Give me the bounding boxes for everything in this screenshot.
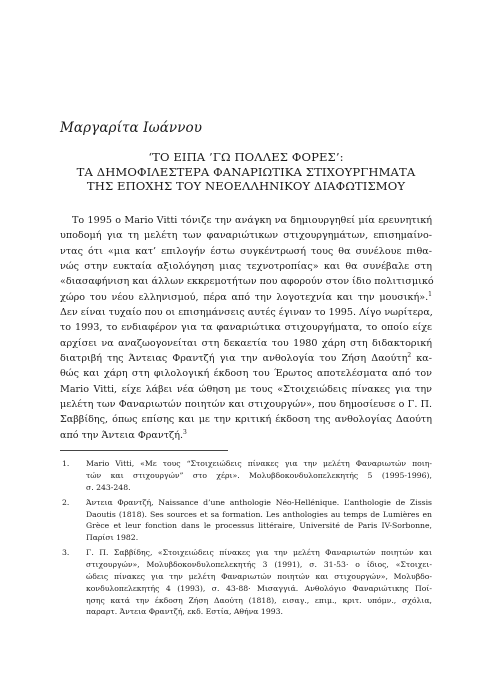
footnote-line: Γ. Π. Σαββίδης, «Στοιχειώδεις πίνακες για την μελέτη Φαναριωτών ποιητών και bbox=[86, 548, 432, 558]
body-line: ντας ότι «μια κατ’ επιλογήν έστω συγκέντρωσή τους θα συνέλουε πιθα- bbox=[60, 245, 432, 257]
footnote-2 bbox=[60, 497, 432, 544]
body-line: Δεν είναι τυχαίο που οι επισημάνσεις αυτές έγιναν το 1995. Λίγο νωρίτερα, bbox=[60, 307, 433, 319]
hyphen-fragment: κα- bbox=[416, 353, 432, 365]
body-line bbox=[60, 290, 432, 305]
footnote-ref-2: 2 bbox=[407, 351, 412, 359]
footnote-3 bbox=[60, 547, 432, 618]
footnote-line: Παρίσι 1982. bbox=[86, 533, 139, 543]
body-line: αρχίσει να αναζωογονείται στη δεκαετία του 1980 χάρη στη διδακτορική bbox=[60, 337, 432, 349]
body-line-text: από την Άντεια Φραντζή. bbox=[60, 429, 183, 441]
footnote-line: Άντεια Φραντζή, Naissance d’une anthologie Néo-Hellénique. L’anthologie de Zissis bbox=[86, 497, 432, 507]
body-line: Το 1995 ο Mario Vitti τόνιζε την ανάγκη να δημιουργηθεί μία ερευνητική bbox=[72, 215, 432, 226]
title-line-1: ‘ΤΟ ΕΙΠΑ ’ΓΩ ΠΟΛΛΕΣ ΦΟΡΕΣ’: bbox=[148, 150, 344, 164]
footnote-line: Daoutis (1818). Ses sources et sa formation. Les anthologies au temps de Lumières en bbox=[86, 509, 432, 519]
footnote-line: στιχουργών», Μολυβδοκονδυλοπελεκητής 3 (1991), σ. 31-53· ο ίδιος, «Στοιχει- bbox=[86, 560, 432, 570]
footnote-number: 1. bbox=[62, 459, 70, 468]
footnote-line: σ. 243-248. bbox=[86, 482, 131, 492]
footnote-line: ώδεις πίνακες για την μελέτη Φαναριωτών ποιητών και στιχουργών», Μολυβδο- bbox=[86, 571, 432, 581]
body-line bbox=[60, 428, 432, 443]
body-line bbox=[60, 351, 432, 366]
footnote-ref-3: 3 bbox=[183, 428, 187, 436]
body-line: υποδομή για τη μελέτη των φαναριώτικων στιχουργημάτων, επισημαίνο- bbox=[60, 230, 432, 242]
body-line-text: διατριβή της Άντειας Φραντζή για την ανθολογία του Ζήση Δαούτη bbox=[60, 353, 408, 365]
title-line-3: ΤΗΣ ΕΠΟΧΗΣ ΤΟΥ ΝΕΟΕΛΛΗΝΙΚΟΥ ΔΙΑΦΩΤΙΣΜΟΥ bbox=[86, 179, 406, 193]
footnote-line: Mario Vitti, «Με τους “Στοιχειώδεις πίνακες για την μελέτη Φαναριωτών ποιη- bbox=[86, 459, 432, 468]
author-name: Μαργαρίτα Ιωάννου bbox=[60, 120, 203, 136]
body-line: το 1993, το ενδιαφέρον για τα φαναριώτικα στιχουργήματα, το οποίο είχε bbox=[60, 322, 432, 334]
body-line: μελέτη των Φαναριωτών ποιητών και στιχουργών», που δημοσίευσε ο Γ. Π. bbox=[60, 399, 432, 411]
footnote-1 bbox=[60, 458, 432, 493]
footnotes bbox=[60, 458, 432, 622]
footnote-ref-1: 1 bbox=[428, 290, 432, 298]
title-line-2: ΤΑ ΔΗΜΟΦΙΛΕΣΤΕΡΑ ΦΑΝΑΡΙΩΤΙΚΑ ΣΤΙΧΟΥΡΓΗΜΑΤΑ bbox=[76, 164, 416, 179]
body-line: νώς στην ευκταία αξιολόγηση μιας τεχνοτροπίας» και θα συνέβαλε στη bbox=[60, 261, 432, 273]
footnote-line: κονδυλοπελεκητής 4 (1993), σ. 43-88· Μισαγγιά. Ανθολόγιο Φαναριώτικης Ποί- bbox=[86, 583, 432, 593]
footnote-divider bbox=[60, 450, 228, 451]
footnote-line: Grèce et leur fonction dans le processus littéraire, Université de Paris IV-Sorbonne, bbox=[86, 521, 432, 531]
body-paragraph bbox=[60, 213, 432, 443]
body-line: Mario Vitti, είχε λάβει νέα ώθηση με τους «Στοιχειώδεις πίνακες για την bbox=[60, 383, 432, 395]
footnote-number: 3. bbox=[62, 548, 70, 558]
book-page bbox=[60, 0, 432, 680]
body-line: «διασαφήνιση και άλλων εκκρεμοτήτων που αφορούν στον ίδιο πολιτισμικό bbox=[60, 276, 434, 288]
footnote-line: τών και στιχουργών” στο χέρι». Μολυβδοκονδυλοπελεκητής 5 (1995-1996), bbox=[86, 470, 432, 480]
footnote-line: ησης κατά την έκδοση Ζήση Δαούτη (1818), εισαγ., επιμ., κριτ. υπόμν., σχόλια, bbox=[86, 595, 432, 605]
footnote-number: 2. bbox=[62, 497, 70, 507]
chapter-title bbox=[60, 150, 432, 194]
body-line-text: χώρο του νέου ελληνισμού, πέρα από την λογοτεχνία και την μουσική». bbox=[60, 291, 429, 303]
body-line: Σαββίδης, όπως επίσης και με την κριτική έκδοση της ανθολογίας Δαούτη bbox=[60, 414, 432, 426]
footnote-line: παραρτ. Άντεια Φραντζή, εκδ. Εστία, Αθήνα 1993. bbox=[86, 607, 283, 617]
body-line: θώς και χάρη στη φιλολογική έκδοση του Έρωτος αποτελέσματα από τον bbox=[60, 368, 432, 380]
